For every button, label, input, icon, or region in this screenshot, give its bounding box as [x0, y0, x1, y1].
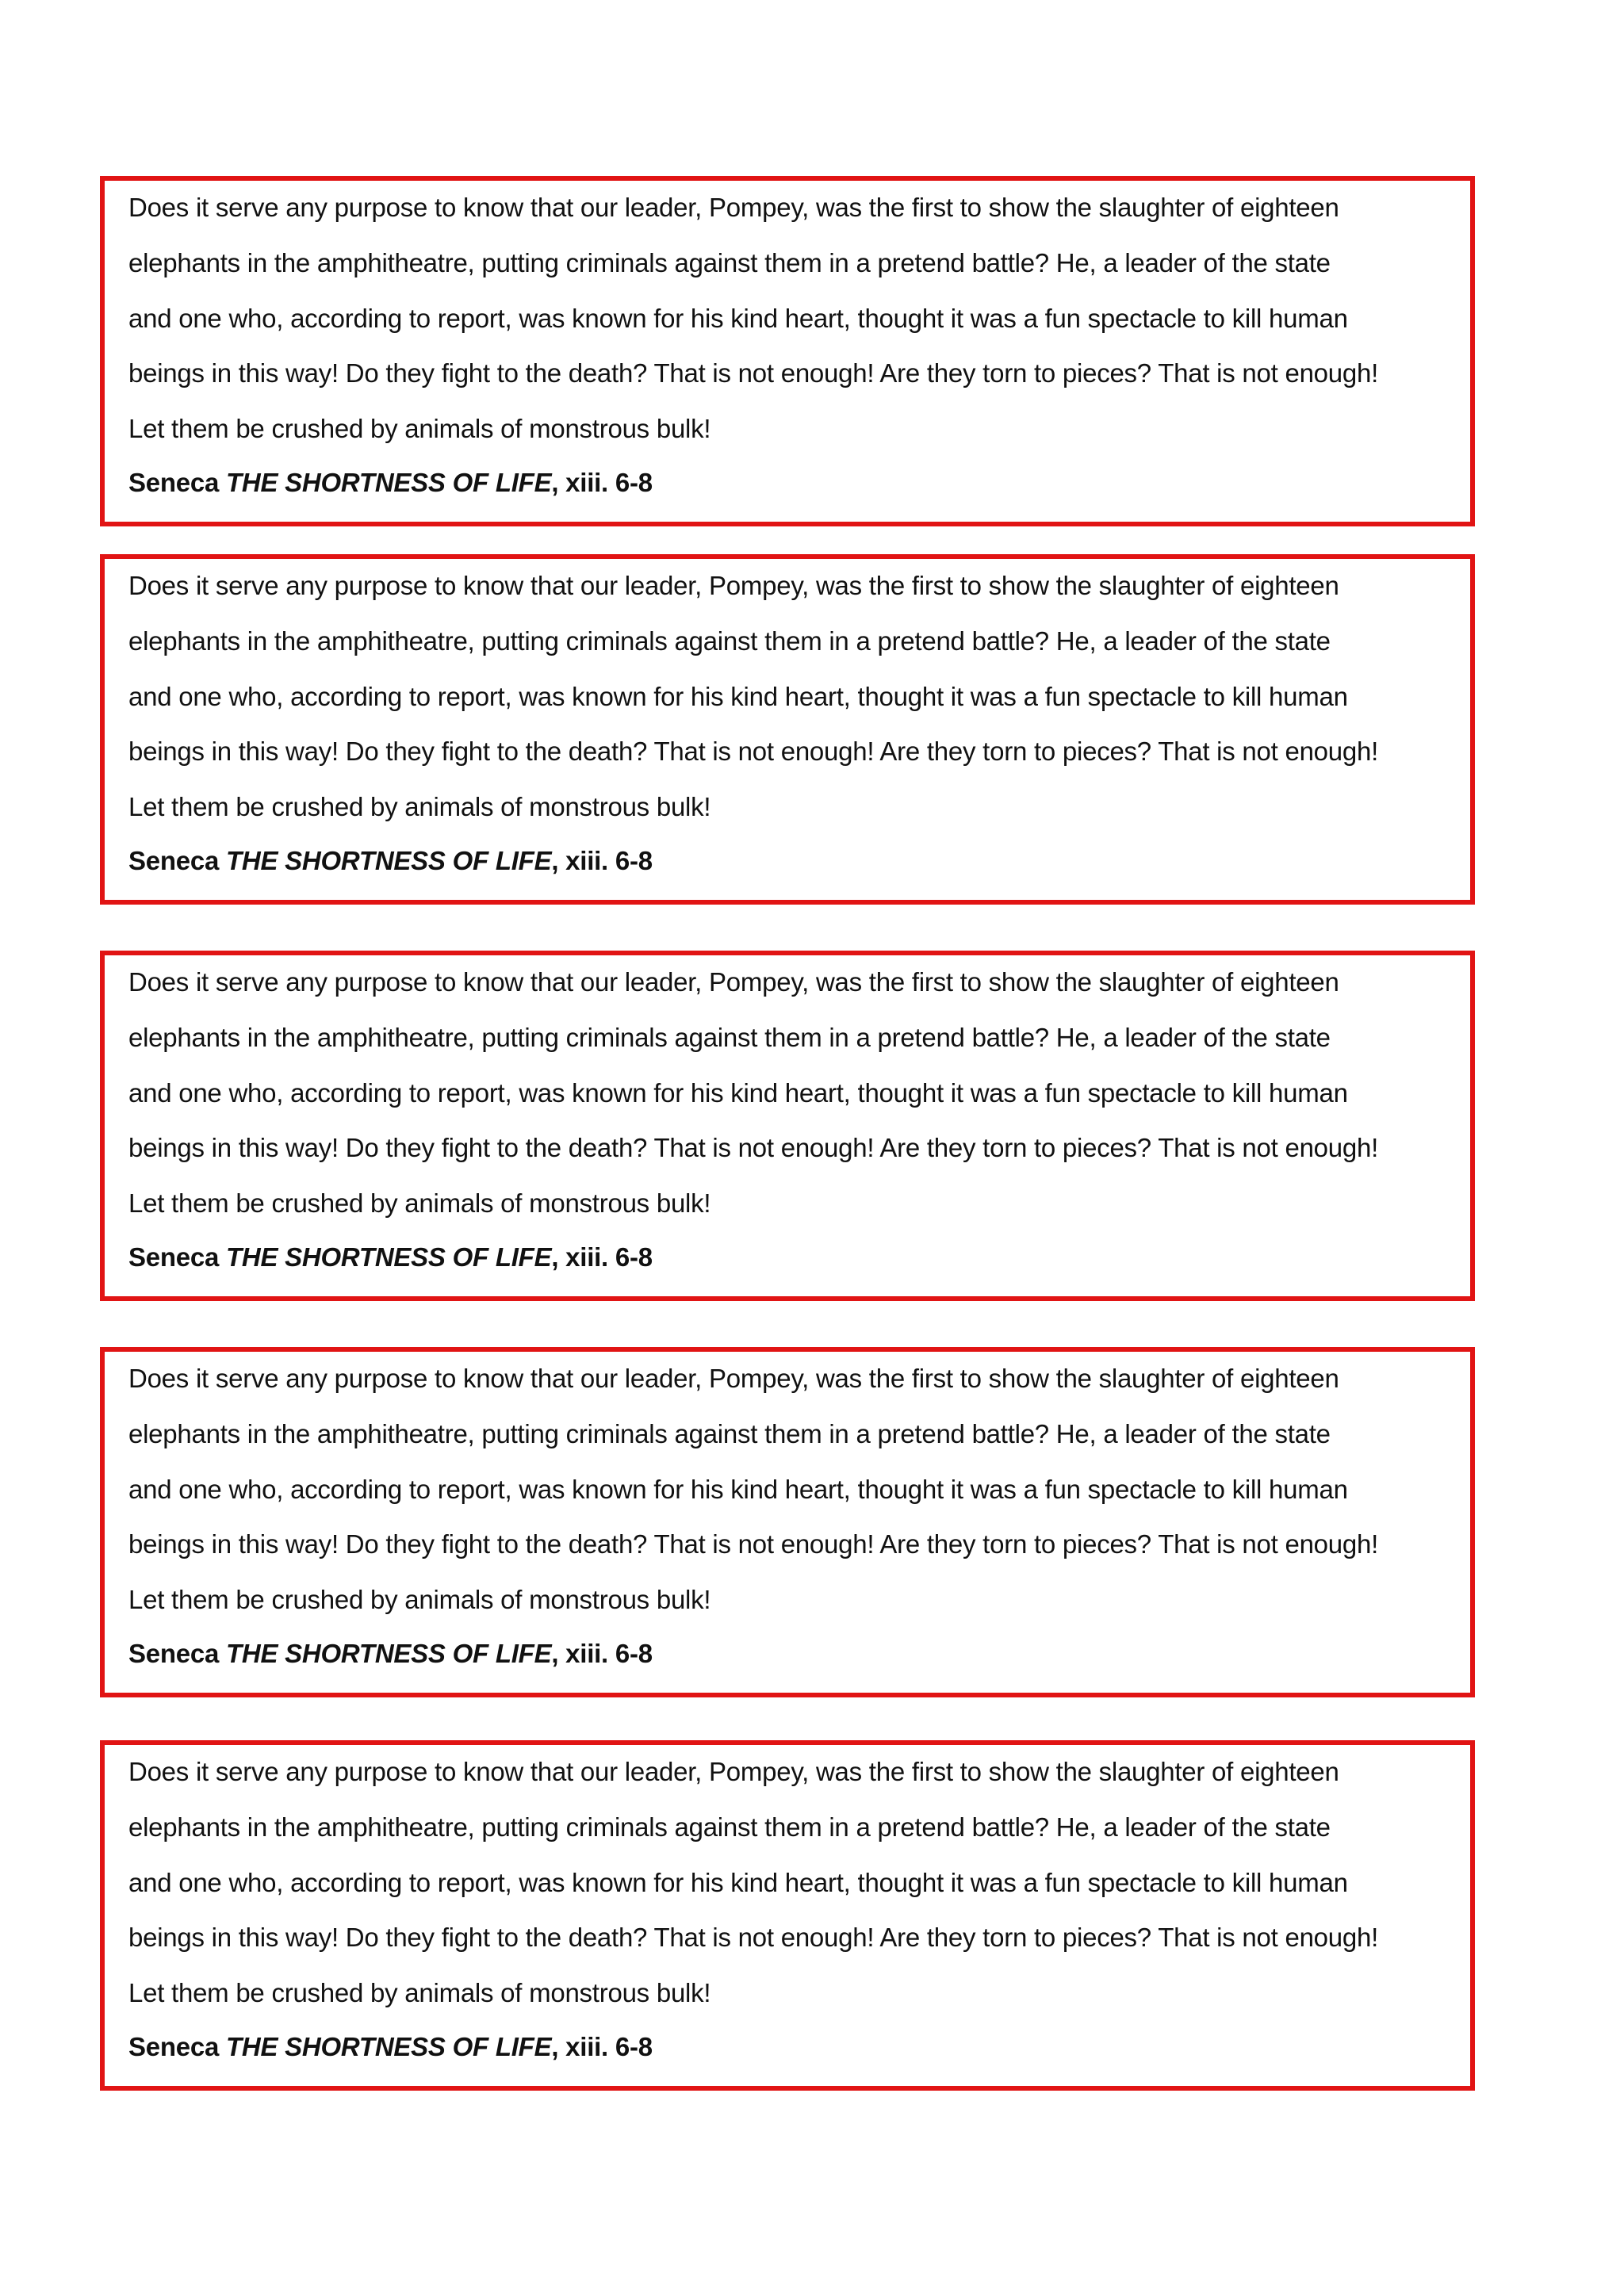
quote-line: beings in this way! Do they fight to the death? That is not enough! Are they torn to pieces? That is not enough!	[128, 1133, 1378, 1162]
quote-line: Let them be crushed by animals of monstrous bulk!	[128, 792, 711, 821]
quote-box	[100, 1347, 1475, 1697]
quote-line: elephants in the amphitheatre, putting criminals against them in a pretend battle? He, a leader of the state	[128, 1023, 1331, 1052]
citation-title: THE SHORTNESS OF LIFE	[226, 1242, 552, 1272]
citation	[128, 2031, 653, 2063]
quote-box	[100, 1740, 1475, 2091]
quote-line: elephants in the amphitheatre, putting criminals against them in a pretend battle? He, a leader of the state	[128, 626, 1331, 656]
citation-title: THE SHORTNESS OF LIFE	[226, 846, 552, 875]
quote-line: Does it serve any purpose to know that our leader, Pompey, was the first to show the slaughter of eighteen	[128, 967, 1339, 997]
quote-line: and one who, according to report, was known for his kind heart, thought it was a fun spectacle to kill human	[128, 682, 1348, 711]
citation	[128, 1638, 653, 1670]
citation-reference: , xiii. 6-8	[551, 1242, 653, 1272]
citation-author: Seneca	[128, 2032, 226, 2061]
quote-line: Does it serve any purpose to know that our leader, Pompey, was the first to show the slaughter of eighteen	[128, 571, 1339, 600]
quote-line: Let them be crushed by animals of monstrous bulk!	[128, 1978, 711, 2007]
quote-line: Let them be crushed by animals of monstrous bulk!	[128, 414, 711, 443]
quote-line: beings in this way! Do they fight to the death? That is not enough! Are they torn to pieces? That is not enough!	[128, 1923, 1378, 1952]
quote-line: Does it serve any purpose to know that our leader, Pompey, was the first to show the slaughter of eighteen	[128, 193, 1339, 222]
citation-title: THE SHORTNESS OF LIFE	[226, 2032, 552, 2061]
citation	[128, 467, 653, 499]
quote-line: elephants in the amphitheatre, putting criminals against them in a pretend battle? He, a leader of the state	[128, 1812, 1331, 1842]
citation-author: Seneca	[128, 468, 226, 497]
citation-author: Seneca	[128, 846, 226, 875]
quote-box	[100, 554, 1475, 905]
citation-reference: , xiii. 6-8	[551, 2032, 653, 2061]
quote-line: elephants in the amphitheatre, putting criminals against them in a pretend battle? He, a leader of the state	[128, 248, 1331, 277]
quote-line: elephants in the amphitheatre, putting criminals against them in a pretend battle? He, a leader of the state	[128, 1419, 1331, 1448]
quote-line: Does it serve any purpose to know that our leader, Pompey, was the first to show the slaughter of eighteen	[128, 1364, 1339, 1393]
quote-box	[100, 176, 1475, 526]
citation-author: Seneca	[128, 1242, 226, 1272]
citation-reference: , xiii. 6-8	[551, 1639, 653, 1668]
citation-reference: , xiii. 6-8	[551, 468, 653, 497]
quote-line: and one who, according to report, was known for his kind heart, thought it was a fun spectacle to kill human	[128, 1078, 1348, 1108]
citation-reference: , xiii. 6-8	[551, 846, 653, 875]
quote-line: Does it serve any purpose to know that our leader, Pompey, was the first to show the slaughter of eighteen	[128, 1757, 1339, 1786]
quote-line: Let them be crushed by animals of monstrous bulk!	[128, 1585, 711, 1614]
quote-line: and one who, according to report, was known for his kind heart, thought it was a fun spectacle to kill human	[128, 1475, 1348, 1504]
citation-author: Seneca	[128, 1639, 226, 1668]
citation	[128, 845, 653, 877]
citation-title: THE SHORTNESS OF LIFE	[226, 1639, 552, 1668]
quote-line: and one who, according to report, was known for his kind heart, thought it was a fun spectacle to kill human	[128, 304, 1348, 333]
quote-line: beings in this way! Do they fight to the death? That is not enough! Are they torn to pieces? That is not enough!	[128, 358, 1378, 388]
quote-box	[100, 951, 1475, 1301]
citation-title: THE SHORTNESS OF LIFE	[226, 468, 552, 497]
quote-line: and one who, according to report, was known for his kind heart, thought it was a fun spectacle to kill human	[128, 1868, 1348, 1897]
quote-line: Let them be crushed by animals of monstrous bulk!	[128, 1188, 711, 1218]
quote-line: beings in this way! Do they fight to the death? That is not enough! Are they torn to pieces? That is not enough!	[128, 1529, 1378, 1559]
quote-line: beings in this way! Do they fight to the death? That is not enough! Are they torn to pieces? That is not enough!	[128, 737, 1378, 766]
citation	[128, 1242, 653, 1273]
